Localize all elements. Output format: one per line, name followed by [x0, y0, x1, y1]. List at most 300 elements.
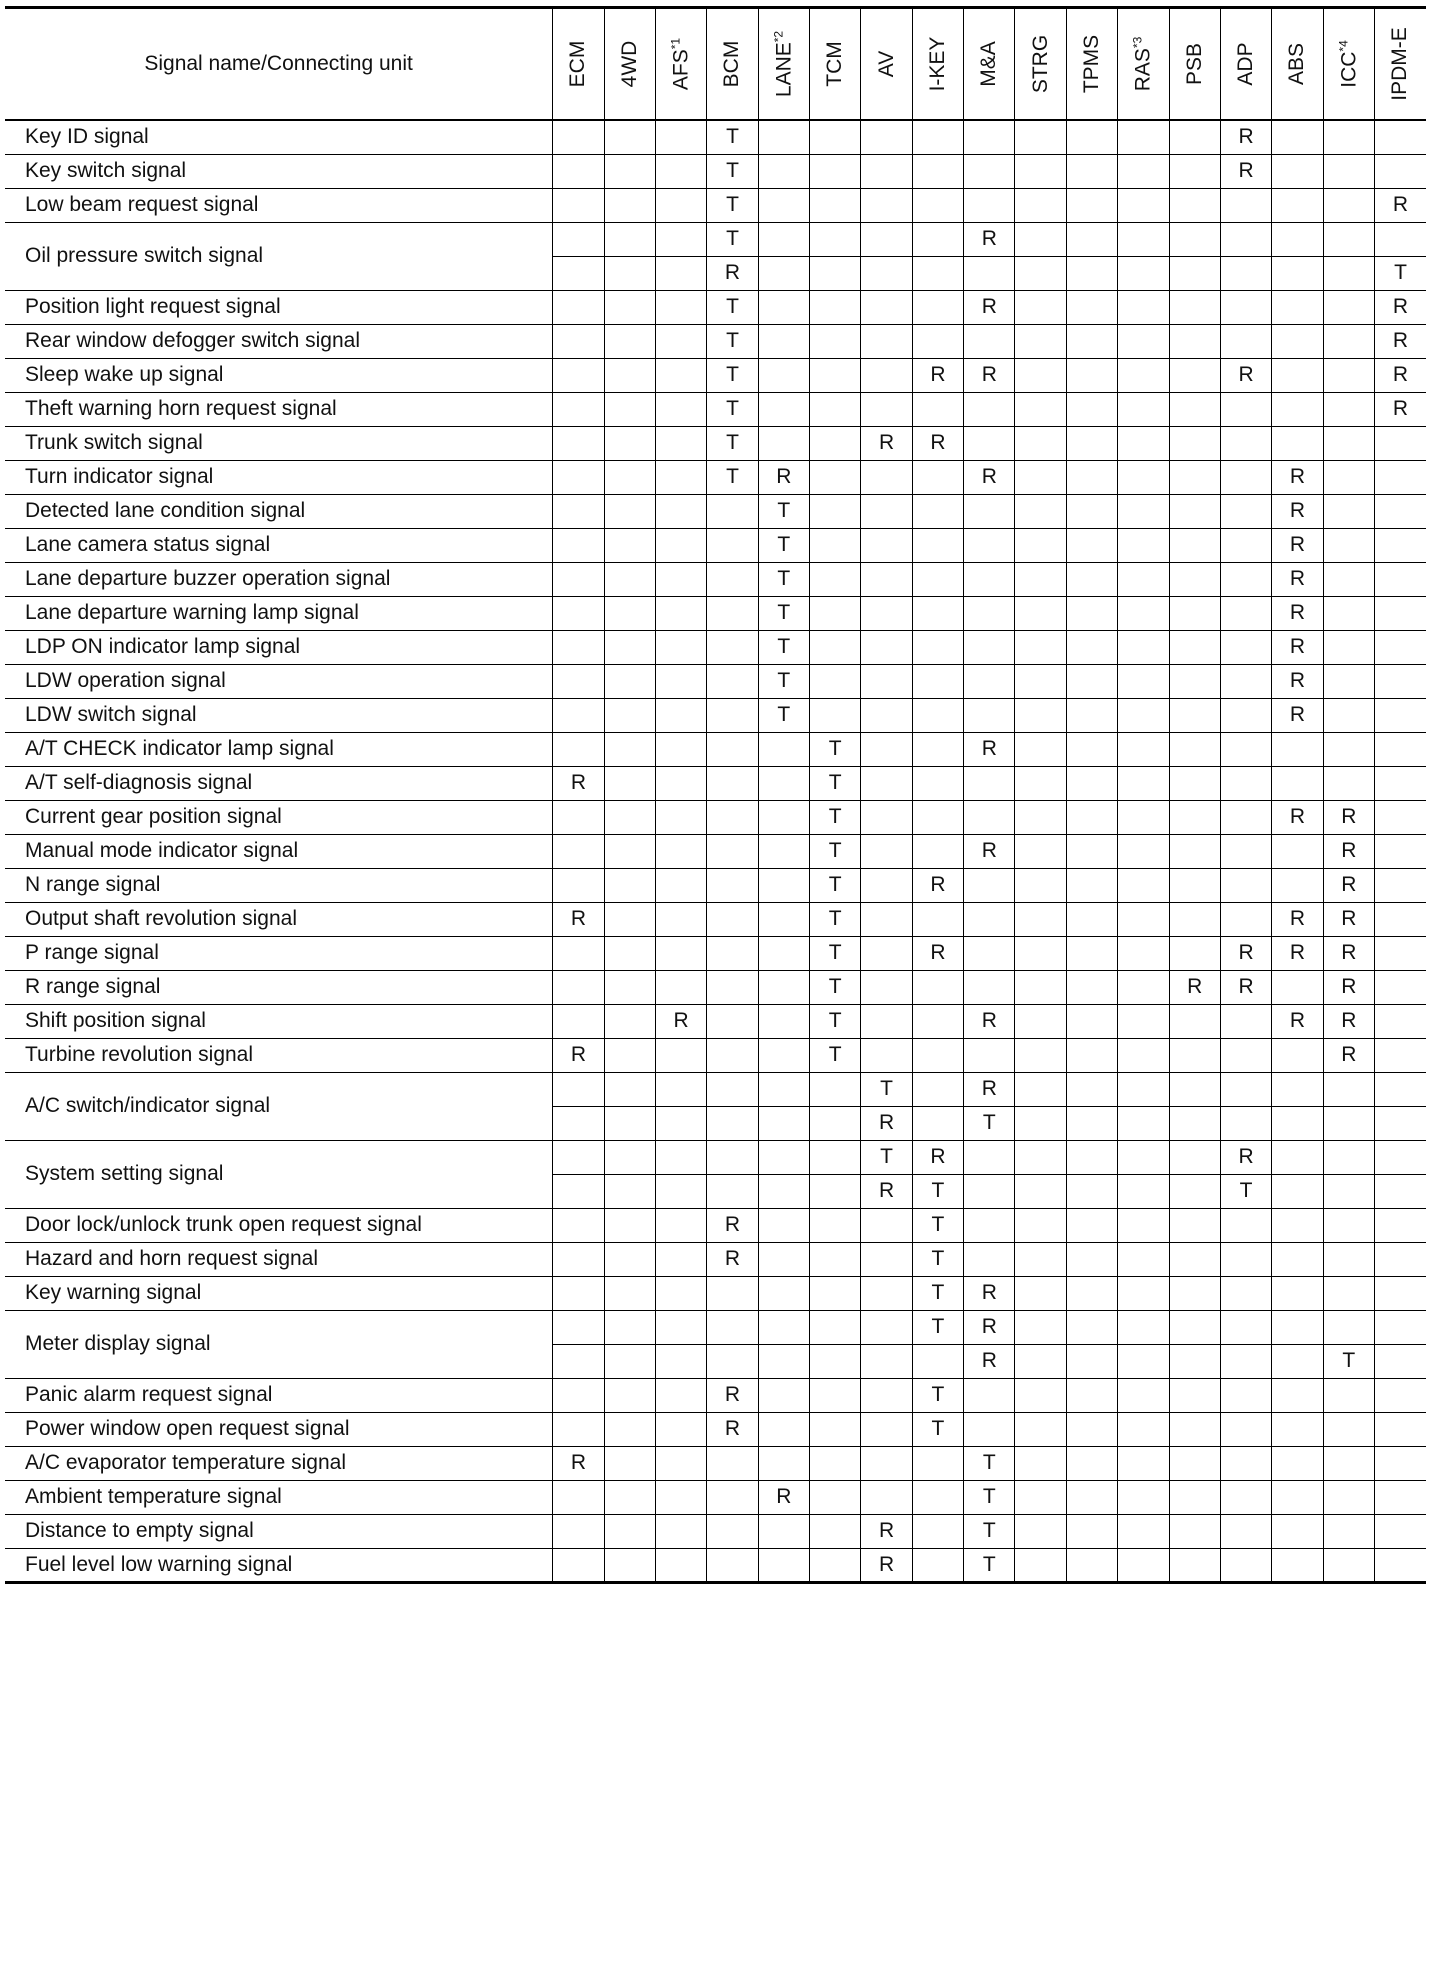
- cell-tpms: [1066, 1480, 1117, 1514]
- unit-name: I-KEY: [925, 36, 949, 92]
- cell-adp: [1220, 256, 1271, 290]
- unit-header-m-a: [964, 8, 1015, 121]
- cell-ecm: [553, 1276, 604, 1310]
- unit-header-lane: [758, 8, 809, 121]
- unit-header-ecm: [553, 8, 604, 121]
- cell-lane: [758, 1344, 809, 1378]
- cell-ipdm-e: [1374, 1480, 1426, 1514]
- cell-abs: R: [1272, 630, 1323, 664]
- cell-icc: [1323, 630, 1374, 664]
- cell-ipdm-e: [1374, 732, 1426, 766]
- cell-tcm: [810, 1480, 861, 1514]
- cell-lane: [758, 1038, 809, 1072]
- cell-4wd: [604, 1276, 655, 1310]
- cell-lane: [758, 1276, 809, 1310]
- cell-ecm: [553, 358, 604, 392]
- cell-m-a: [964, 392, 1015, 426]
- cell-tpms: [1066, 1276, 1117, 1310]
- cell-bcm: [707, 1446, 758, 1480]
- cell-i-key: T: [912, 1208, 963, 1242]
- cell-adp: [1220, 1106, 1271, 1140]
- cell-lane: [758, 1446, 809, 1480]
- cell-4wd: [604, 256, 655, 290]
- cell-tcm: [810, 460, 861, 494]
- cell-strg: [1015, 460, 1066, 494]
- unit-header-label: [1131, 37, 1156, 92]
- cell-psb: [1169, 290, 1220, 324]
- cell-abs: [1272, 834, 1323, 868]
- cell-4wd: [604, 1242, 655, 1276]
- cell-i-key: [912, 392, 963, 426]
- cell-adp: [1220, 1480, 1271, 1514]
- cell-tpms: [1066, 256, 1117, 290]
- cell-m-a: R: [964, 358, 1015, 392]
- cell-abs: R: [1272, 902, 1323, 936]
- cell-ipdm-e: [1374, 1548, 1426, 1582]
- cell-afs: [655, 188, 706, 222]
- cell-lane: [758, 732, 809, 766]
- cell-lane: [758, 1140, 809, 1174]
- table-row: [5, 188, 1426, 222]
- cell-lane: [758, 1174, 809, 1208]
- cell-ras: [1118, 596, 1169, 630]
- cell-icc: [1323, 188, 1374, 222]
- cell-av: R: [861, 1106, 912, 1140]
- cell-icc: [1323, 1242, 1374, 1276]
- cell-adp: [1220, 1514, 1271, 1548]
- cell-adp: [1220, 1378, 1271, 1412]
- cell-tcm: [810, 1072, 861, 1106]
- cell-lane: R: [758, 460, 809, 494]
- table-row: [5, 596, 1426, 630]
- cell-adp: [1220, 494, 1271, 528]
- cell-afs: [655, 358, 706, 392]
- cell-lane: [758, 936, 809, 970]
- cell-ecm: [553, 528, 604, 562]
- cell-m-a: [964, 970, 1015, 1004]
- cell-icc: [1323, 698, 1374, 732]
- cell-ras: [1118, 188, 1169, 222]
- cell-m-a: T: [964, 1480, 1015, 1514]
- cell-lane: [758, 188, 809, 222]
- cell-strg: [1015, 1412, 1066, 1446]
- cell-afs: [655, 1412, 706, 1446]
- signal-name: Current gear position signal: [5, 800, 553, 834]
- signal-name: Key warning signal: [5, 1276, 553, 1310]
- cell-tpms: [1066, 1378, 1117, 1412]
- cell-afs: R: [655, 1004, 706, 1038]
- cell-ecm: [553, 188, 604, 222]
- cell-tpms: [1066, 1446, 1117, 1480]
- cell-i-key: [912, 1514, 963, 1548]
- cell-strg: [1015, 290, 1066, 324]
- cell-psb: [1169, 1514, 1220, 1548]
- cell-lane: [758, 1208, 809, 1242]
- cell-ipdm-e: [1374, 766, 1426, 800]
- cell-ipdm-e: R: [1374, 392, 1426, 426]
- unit-name: AFS: [669, 49, 693, 91]
- cell-tcm: [810, 698, 861, 732]
- cell-tcm: [810, 1412, 861, 1446]
- cell-lane: [758, 800, 809, 834]
- cell-psb: [1169, 1548, 1220, 1582]
- cell-adp: [1220, 426, 1271, 460]
- cell-psb: [1169, 766, 1220, 800]
- cell-tpms: [1066, 1310, 1117, 1344]
- cell-strg: [1015, 800, 1066, 834]
- cell-ipdm-e: [1374, 494, 1426, 528]
- cell-adp: [1220, 664, 1271, 698]
- cell-bcm: T: [707, 392, 758, 426]
- table-row: [5, 664, 1426, 698]
- cell-tpms: [1066, 120, 1117, 154]
- cell-psb: [1169, 732, 1220, 766]
- cell-psb: [1169, 1378, 1220, 1412]
- cell-tpms: [1066, 358, 1117, 392]
- cell-abs: [1272, 868, 1323, 902]
- cell-abs: [1272, 1072, 1323, 1106]
- signal-name: Turbine revolution signal: [5, 1038, 553, 1072]
- table-row: [5, 528, 1426, 562]
- cell-ipdm-e: [1374, 800, 1426, 834]
- cell-abs: [1272, 1174, 1323, 1208]
- cell-av: [861, 1004, 912, 1038]
- unit-header-i-key: [912, 8, 963, 121]
- cell-m-a: [964, 936, 1015, 970]
- unit-header-adp: [1220, 8, 1271, 121]
- cell-ipdm-e: [1374, 120, 1426, 154]
- cell-tcm: [810, 494, 861, 528]
- cell-psb: [1169, 562, 1220, 596]
- signal-name: N range signal: [5, 868, 553, 902]
- unit-name: 4WD: [617, 40, 641, 88]
- cell-psb: [1169, 630, 1220, 664]
- cell-afs: [655, 868, 706, 902]
- unit-header-label: [1388, 27, 1412, 101]
- cell-tcm: [810, 358, 861, 392]
- cell-icc: [1323, 120, 1374, 154]
- cell-av: [861, 936, 912, 970]
- cell-afs: [655, 1140, 706, 1174]
- cell-m-a: T: [964, 1548, 1015, 1582]
- cell-adp: [1220, 1004, 1271, 1038]
- cell-abs: [1272, 222, 1323, 256]
- cell-m-a: [964, 562, 1015, 596]
- cell-icc: [1323, 256, 1374, 290]
- unit-header-label: [1080, 35, 1104, 93]
- cell-ecm: [553, 154, 604, 188]
- cell-strg: [1015, 1548, 1066, 1582]
- cell-ipdm-e: R: [1374, 290, 1426, 324]
- cell-av: [861, 324, 912, 358]
- table-row: [5, 1514, 1426, 1548]
- cell-afs: [655, 460, 706, 494]
- cell-av: [861, 1242, 912, 1276]
- cell-av: [861, 358, 912, 392]
- cell-4wd: [604, 800, 655, 834]
- table-row: [5, 732, 1426, 766]
- cell-strg: [1015, 426, 1066, 460]
- cell-ecm: [553, 868, 604, 902]
- cell-i-key: [912, 562, 963, 596]
- cell-icc: [1323, 1174, 1374, 1208]
- cell-tcm: T: [810, 1004, 861, 1038]
- table-row: [5, 766, 1426, 800]
- cell-ras: [1118, 1004, 1169, 1038]
- cell-strg: [1015, 970, 1066, 1004]
- cell-strg: [1015, 1208, 1066, 1242]
- table-row: [5, 1140, 1426, 1174]
- signal-name: Manual mode indicator signal: [5, 834, 553, 868]
- cell-tpms: [1066, 1344, 1117, 1378]
- cell-afs: [655, 800, 706, 834]
- cell-tpms: [1066, 698, 1117, 732]
- unit-name: STRG: [1028, 34, 1052, 94]
- cell-tpms: [1066, 1514, 1117, 1548]
- cell-4wd: [604, 732, 655, 766]
- cell-ipdm-e: [1374, 834, 1426, 868]
- cell-ras: [1118, 222, 1169, 256]
- unit-header-label: [566, 41, 590, 88]
- unit-header-icc: [1323, 8, 1374, 121]
- table-row: [5, 290, 1426, 324]
- cell-icc: R: [1323, 1004, 1374, 1038]
- cell-4wd: [604, 1072, 655, 1106]
- cell-psb: [1169, 868, 1220, 902]
- cell-icc: [1323, 324, 1374, 358]
- cell-psb: [1169, 188, 1220, 222]
- cell-av: R: [861, 1514, 912, 1548]
- cell-av: [861, 120, 912, 154]
- cell-abs: [1272, 732, 1323, 766]
- cell-icc: [1323, 528, 1374, 562]
- signal-name: Oil pressure switch signal: [5, 222, 553, 290]
- cell-ras: [1118, 1446, 1169, 1480]
- cell-av: [861, 460, 912, 494]
- cell-lane: [758, 222, 809, 256]
- cell-m-a: R: [964, 460, 1015, 494]
- cell-tcm: [810, 256, 861, 290]
- cell-abs: [1272, 188, 1323, 222]
- cell-i-key: [912, 800, 963, 834]
- signal-name: Ambient temperature signal: [5, 1480, 553, 1514]
- cell-afs: [655, 1310, 706, 1344]
- cell-afs: [655, 596, 706, 630]
- cell-i-key: [912, 290, 963, 324]
- cell-psb: [1169, 1140, 1220, 1174]
- unit-header-ipdm-e: [1374, 8, 1426, 121]
- cell-i-key: [912, 1344, 963, 1378]
- cell-abs: [1272, 1446, 1323, 1480]
- cell-adp: [1220, 324, 1271, 358]
- cell-i-key: R: [912, 358, 963, 392]
- cell-ipdm-e: [1374, 1208, 1426, 1242]
- unit-header-label: [771, 31, 796, 97]
- cell-bcm: T: [707, 222, 758, 256]
- cell-av: [861, 698, 912, 732]
- cell-strg: [1015, 188, 1066, 222]
- cell-4wd: [604, 698, 655, 732]
- cell-tpms: [1066, 562, 1117, 596]
- unit-header-psb: [1169, 8, 1220, 121]
- cell-tcm: [810, 1378, 861, 1412]
- cell-icc: [1323, 596, 1374, 630]
- cell-tpms: [1066, 834, 1117, 868]
- cell-m-a: [964, 1412, 1015, 1446]
- cell-ecm: R: [553, 766, 604, 800]
- cell-i-key: [912, 834, 963, 868]
- cell-tcm: [810, 1106, 861, 1140]
- cell-4wd: [604, 392, 655, 426]
- cell-ras: [1118, 1480, 1169, 1514]
- cell-tpms: [1066, 1412, 1117, 1446]
- cell-i-key: [912, 188, 963, 222]
- cell-m-a: R: [964, 290, 1015, 324]
- cell-i-key: [912, 256, 963, 290]
- cell-i-key: [912, 698, 963, 732]
- cell-4wd: [604, 1378, 655, 1412]
- unit-name: ABS: [1285, 42, 1309, 86]
- cell-tpms: [1066, 1208, 1117, 1242]
- table-row: [5, 1378, 1426, 1412]
- cell-abs: [1272, 324, 1323, 358]
- cell-afs: [655, 1242, 706, 1276]
- cell-bcm: T: [707, 188, 758, 222]
- cell-ras: [1118, 1344, 1169, 1378]
- cell-lane: [758, 1072, 809, 1106]
- cell-av: [861, 868, 912, 902]
- cell-ipdm-e: [1374, 528, 1426, 562]
- cell-tcm: T: [810, 732, 861, 766]
- cell-lane: R: [758, 1480, 809, 1514]
- cell-tpms: [1066, 732, 1117, 766]
- cell-adp: [1220, 868, 1271, 902]
- cell-bcm: [707, 1514, 758, 1548]
- cell-psb: [1169, 902, 1220, 936]
- cell-bcm: T: [707, 324, 758, 358]
- cell-ras: [1118, 1276, 1169, 1310]
- cell-adp: R: [1220, 358, 1271, 392]
- cell-tcm: [810, 222, 861, 256]
- cell-afs: [655, 902, 706, 936]
- cell-i-key: R: [912, 426, 963, 460]
- cell-ras: [1118, 392, 1169, 426]
- cell-tpms: [1066, 868, 1117, 902]
- cell-lane: T: [758, 562, 809, 596]
- cell-i-key: [912, 1106, 963, 1140]
- cell-m-a: R: [964, 1310, 1015, 1344]
- cell-ecm: [553, 1310, 604, 1344]
- cell-ecm: [553, 800, 604, 834]
- cell-tpms: [1066, 426, 1117, 460]
- cell-tpms: [1066, 290, 1117, 324]
- cell-bcm: [707, 1548, 758, 1582]
- unit-header-label: [1285, 43, 1309, 85]
- cell-lane: [758, 154, 809, 188]
- cell-ipdm-e: [1374, 1004, 1426, 1038]
- signal-table: [5, 6, 1426, 1584]
- cell-tcm: T: [810, 936, 861, 970]
- cell-m-a: T: [964, 1514, 1015, 1548]
- cell-icc: [1323, 664, 1374, 698]
- cell-lane: [758, 1514, 809, 1548]
- cell-icc: [1323, 766, 1374, 800]
- cell-m-a: R: [964, 732, 1015, 766]
- cell-lane: [758, 902, 809, 936]
- cell-ecm: [553, 426, 604, 460]
- signal-name: Hazard and horn request signal: [5, 1242, 553, 1276]
- cell-ras: [1118, 766, 1169, 800]
- signal-name: R range signal: [5, 970, 553, 1004]
- signal-name: Panic alarm request signal: [5, 1378, 553, 1412]
- cell-ras: [1118, 120, 1169, 154]
- cell-icc: [1323, 1480, 1374, 1514]
- cell-ecm: [553, 460, 604, 494]
- table-row: [5, 1242, 1426, 1276]
- table-row: [5, 834, 1426, 868]
- cell-av: [861, 732, 912, 766]
- cell-tpms: [1066, 528, 1117, 562]
- cell-abs: R: [1272, 800, 1323, 834]
- cell-ecm: [553, 834, 604, 868]
- cell-ecm: [553, 256, 604, 290]
- cell-icc: [1323, 1106, 1374, 1140]
- cell-afs: [655, 1208, 706, 1242]
- table-row: [5, 120, 1426, 154]
- cell-psb: [1169, 936, 1220, 970]
- cell-psb: [1169, 494, 1220, 528]
- cell-4wd: [604, 528, 655, 562]
- cell-psb: [1169, 596, 1220, 630]
- cell-ipdm-e: R: [1374, 188, 1426, 222]
- signal-name: Meter display signal: [5, 1310, 553, 1378]
- cell-lane: T: [758, 630, 809, 664]
- cell-bcm: T: [707, 290, 758, 324]
- cell-icc: [1323, 562, 1374, 596]
- cell-tpms: [1066, 188, 1117, 222]
- cell-ipdm-e: [1374, 902, 1426, 936]
- cell-bcm: [707, 936, 758, 970]
- table-row: [5, 562, 1426, 596]
- cell-icc: R: [1323, 834, 1374, 868]
- cell-m-a: [964, 698, 1015, 732]
- cell-ras: [1118, 290, 1169, 324]
- cell-ras: [1118, 970, 1169, 1004]
- cell-ecm: [553, 1072, 604, 1106]
- cell-4wd: [604, 1514, 655, 1548]
- cell-icc: [1323, 1378, 1374, 1412]
- cell-tpms: [1066, 664, 1117, 698]
- unit-name: ADP: [1234, 42, 1258, 86]
- cell-i-key: T: [912, 1276, 963, 1310]
- unit-header-label: [1029, 35, 1053, 93]
- cell-abs: [1272, 256, 1323, 290]
- cell-afs: [655, 222, 706, 256]
- cell-ipdm-e: [1374, 1038, 1426, 1072]
- cell-bcm: [707, 1174, 758, 1208]
- cell-psb: [1169, 1174, 1220, 1208]
- cell-4wd: [604, 1548, 655, 1582]
- signal-name: A/C evaporator temperature signal: [5, 1446, 553, 1480]
- cell-psb: [1169, 1412, 1220, 1446]
- unit-name: M&A: [977, 41, 1001, 87]
- cell-av: [861, 1412, 912, 1446]
- cell-strg: [1015, 698, 1066, 732]
- cell-ras: [1118, 1548, 1169, 1582]
- cell-bcm: [707, 766, 758, 800]
- cell-4wd: [604, 562, 655, 596]
- cell-abs: [1272, 1310, 1323, 1344]
